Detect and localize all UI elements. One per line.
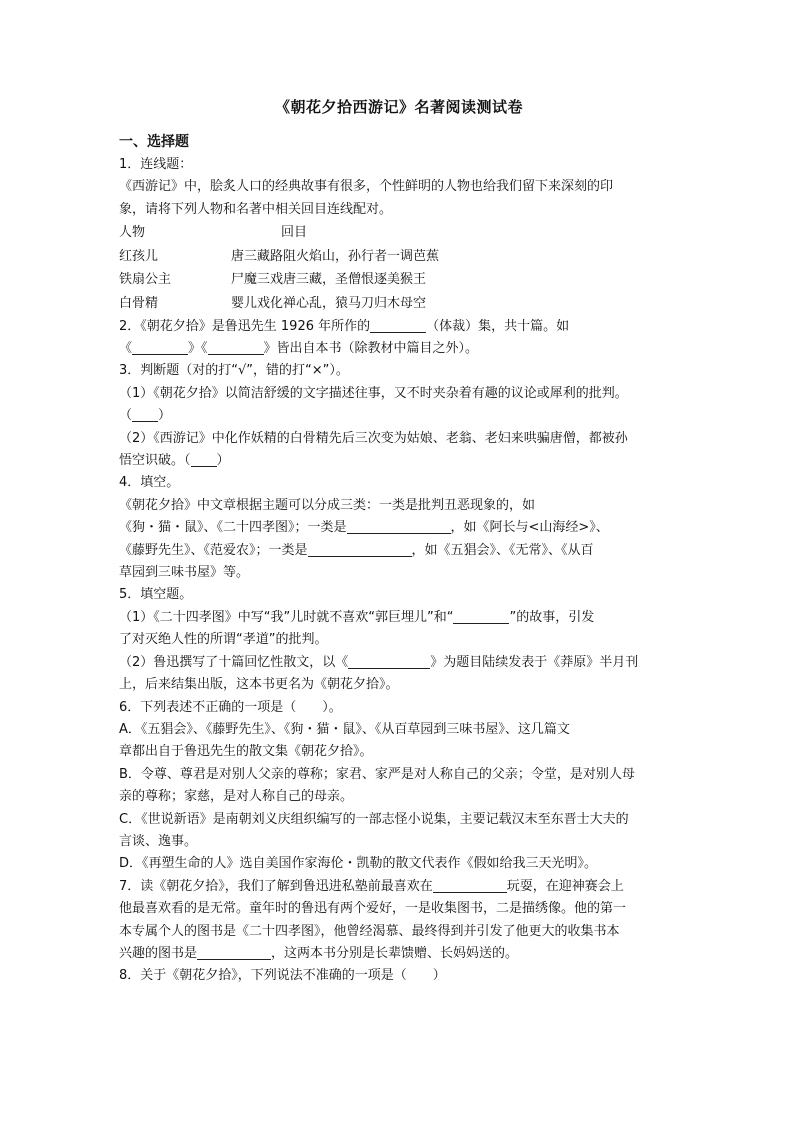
option-b-continued: 亲的尊称；家慈，是对人称自己的母亲。 [119,789,354,805]
answer-blank[interactable] [208,340,264,355]
option-c[interactable]: C．《世说新语》是南朝刘义庆组织编写的一部志怪小说集，主要记载汉末至东晋士大夫的 [119,811,629,827]
paren-close: ） [158,408,172,424]
section-heading: 一、选择题 [119,134,189,150]
question-text: 《朝花夕拾》中文章根据主题可以分成三类：一类是批判丑恶现象的，如 [119,497,536,513]
question-text-part: ，如《阿长与<山海经>》、 [450,520,609,536]
option-a-continued: 章都出自于鲁迅先生的散文集《朝花夕拾》。 [119,744,373,760]
question-text [119,652,679,674]
paren-open: （ [119,408,133,424]
option-a[interactable]: A．《五猖会》、《藤野先生》、《狗・猫・鼠》、《从百草园到三味书屋》、这几篇文 [119,721,570,737]
character-name[interactable]: 红孩儿 [119,248,159,264]
page-title: 《朝花夕拾西游记》名著阅读测试卷 [274,98,523,116]
question-8 [119,965,679,987]
match-row [119,292,679,316]
answer-blank[interactable] [191,452,217,467]
question-7 [119,876,679,966]
question-text-part: ”的故事，引发 [509,609,595,625]
answer-blank[interactable] [453,609,509,624]
option-b[interactable]: B．令尊、尊君是对别人父亲的尊称；家君、家严是对人称自己的父亲；令堂，是对别人母 [119,766,635,782]
question-text [119,943,679,965]
question-label: 8．关于《朝花夕拾》，下列说法不准确的一项是（ ） [119,968,446,984]
question-text [119,316,679,338]
question-text-part: ，如《五猖会》、《无常》、《从百 [411,542,594,558]
statement-text: （1）《朝花夕拾》以简洁舒缓的文字描述往事，又不时夹杂着有趣的议论或犀利的批判。 [119,385,628,401]
statement-text [119,450,679,472]
question-text-part: （2）鲁迅撰写了十篇回忆性散文，以《 [119,654,349,670]
question-label: 6．下列表述不正确的一项是（ ）。 [119,699,342,715]
option-c-continued: 言谈、逸事。 [119,833,198,849]
option-d[interactable]: D．《再塑生命的人》选自美国作家海伦・凯勒的散文代表作《假如给我三天光明》。 [119,856,598,872]
question-text [119,517,679,539]
column-header-character: 人物 [119,225,146,241]
question-text: 了对灭绝人性的所谓“孝道”的批判。 [119,632,328,648]
question-text-part: 7．读《朝花夕拾》，我们了解到鲁迅进私塾前最喜欢在 [119,878,433,894]
match-row [119,245,679,269]
answer-blank[interactable] [132,340,188,355]
answer-blank[interactable] [370,318,426,333]
question-text: 本专属个人的图书是《二十四孝图》，他曾经渴慕、最终得到并引发了他更大的收集书本 [119,923,620,939]
chapter-title[interactable]: 唐三藏路阻火焰山，孙行者一调芭蕉 [231,248,440,264]
question-text-part: 》为题目陆续发表于《莽原》半月刊 [430,654,639,670]
character-name[interactable]: 白骨精 [119,296,159,311]
question-2 [119,316,679,361]
question-text-part: 《 [119,341,133,356]
question-6 [119,697,679,876]
question-5 [119,584,679,696]
question-text: 上，后来结集出版，这本书更名为《朝花夕拾》。 [119,677,399,693]
question-4 [119,472,679,584]
answer-blank[interactable] [197,945,271,960]
question-text-part: （体裁）集，共十篇。如 [426,318,570,334]
question-text-part: 》皆出自本书（除教材中篇目之外）。 [263,341,479,356]
question-text-part: ，这两本书分别是长辈馈赠、长妈妈送的。 [271,945,519,961]
question-label: 1．连线题： [119,157,193,172]
chapter-title[interactable]: 尸魔三戏唐三藏，圣僧恨逐美猴王 [231,272,427,288]
answer-blank[interactable] [308,542,412,557]
question-label: 3．判断题（对的打“√”，错的打“×”）。 [119,363,349,379]
column-header-chapter: 回目 [281,225,308,241]
question-text: 草园到三味书屋》等。 [119,565,250,581]
question-text [119,338,679,360]
question-text-part: 《藤野先生》、《范爱农》；一类是 [119,542,308,558]
answer-blank[interactable] [433,878,507,893]
worksheet-page [119,96,679,988]
question-text-part: 玩耍，在迎神赛会上 [506,878,624,894]
paren-close: ） [216,453,230,469]
question-3 [119,360,679,472]
match-row [119,268,679,292]
question-text [119,876,679,898]
question-label: 5．填空题。 [119,587,193,603]
question-text-part: 悟空识破。（ [119,453,191,469]
answer-blank[interactable] [348,654,430,669]
question-text-part: 《狗・猫・鼠》、《二十四孝图》；一类是 [119,520,347,536]
question-text-part: （1）《二十四孝图》中写“我”儿时就不喜欢“郭巨埋儿”和“ [119,609,454,625]
question-label: 4．填空。 [119,475,180,491]
answer-blank[interactable] [347,519,451,534]
question-text-part: 2．《朝花夕拾》是鲁迅先生 1926 年所作的 [119,318,371,334]
question-text: 《西游记》中，脍炙人口的经典故事有很多，个性鲜明的人物也给我们留下来深刻的印 [119,179,614,195]
character-name[interactable]: 铁扇公主 [119,272,172,288]
statement-text: （2）《西游记》中化作妖精的白骨精先后三次变为姑娘、老翁、老妇来哄骗唐僧，都被孙 [119,430,628,446]
question-text [119,607,679,629]
question-1 [119,154,679,316]
chapter-title[interactable]: 婴儿戏化禅心乱，猿马刀归木母空 [231,296,427,311]
question-text: 他最喜欢看的是无常。童年时的鲁迅有两个爱好，一是收集图书，二是描绣像。他的第一 [119,901,627,917]
question-text [119,540,679,562]
question-text-part: 兴趣的图书是 [119,945,198,961]
question-text: 象，请将下列人物和名著中相关回目连线配对。 [119,201,393,217]
match-header [119,221,679,245]
question-text-part: 》《 [188,341,208,356]
answer-blank[interactable] [132,407,158,422]
statement-answer [119,405,679,427]
